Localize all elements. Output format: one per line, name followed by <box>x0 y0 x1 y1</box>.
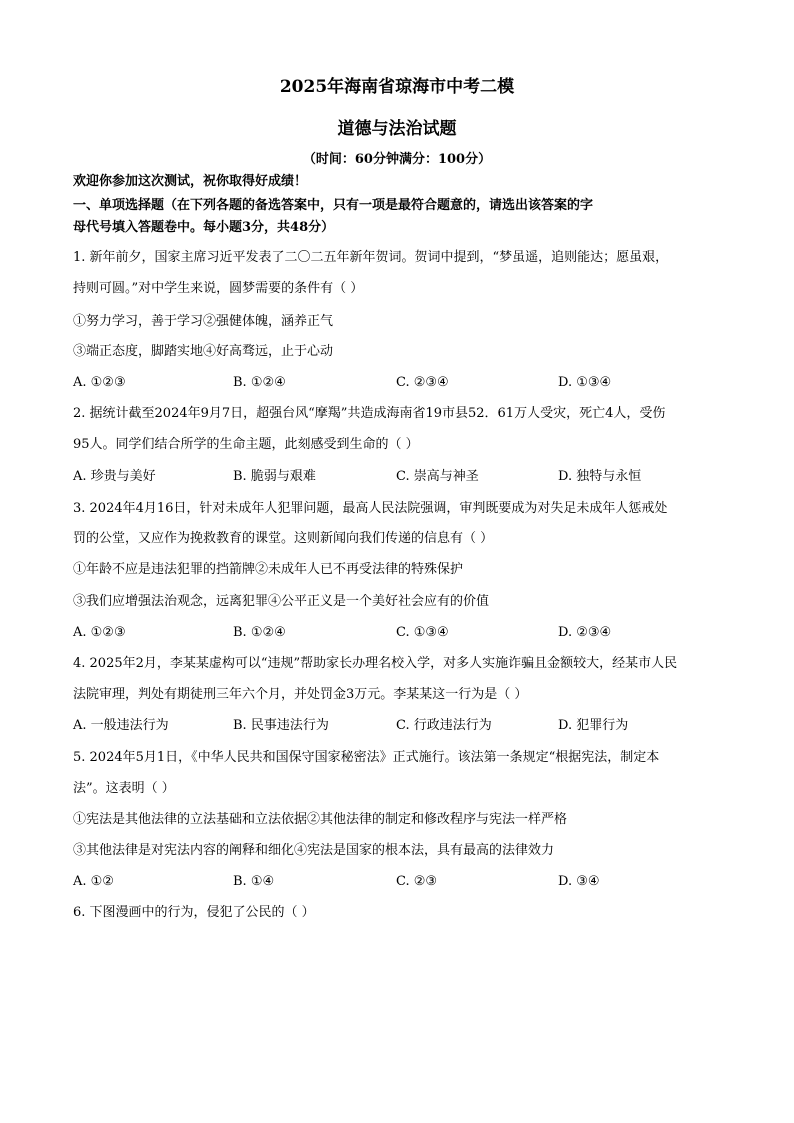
q5-stem-line2: 法”。这表明（ ） <box>73 781 175 796</box>
q5-option-d[interactable]: D. ③④ <box>558 874 600 889</box>
q4-option-b[interactable]: B. 民事违法行为 <box>233 718 329 733</box>
q1-stem-line2: 持则可圆。”对中学生来说，圆梦需要的条件有（ ） <box>73 281 364 296</box>
section-instructions-line1: 一、单项选择题（在下列各题的备选答案中，只有一项是最符合题意的，请选出该答案的字 <box>73 198 594 213</box>
q2-stem-line1: 2. 据统计截至2024年9月7日，超强台风“摩羯”共造成海南省19市县52．61万人受灾，死亡4人，受伤 <box>73 406 666 421</box>
q5-option-b[interactable]: B. ①④ <box>233 874 275 889</box>
q2-option-d[interactable]: D. 独特与永恒 <box>558 469 642 484</box>
q5-statement-1: ①宪法是其他法律的立法基础和立法依据②其他法律的制定和修改程序与宪法一样严格 <box>73 812 568 827</box>
q2-option-c[interactable]: C. 崇高与神圣 <box>396 469 479 484</box>
q1-stem-line1: 1. 新年前夕，国家主席习近平发表了二〇二五年新年贺词。贺词中提到，“梦虽遥，追则能达；愿虽艰， <box>73 250 669 265</box>
q4-option-d[interactable]: D. 犯罪行为 <box>558 718 629 733</box>
q2-stem-line2: 95人。同学们结合所学的生命主题，此刻感受到生命的（ ） <box>73 437 419 452</box>
q5-statement-2: ③其他法律是对宪法内容的阐释和细化④宪法是国家的根本法，具有最高的法律效力 <box>73 843 555 858</box>
q1-options <box>73 374 733 392</box>
q3-statement-2: ③我们应增强法治观念，远离犯罪④公平正义是一个美好社会应有的价值 <box>73 594 490 609</box>
q4-options <box>73 717 733 735</box>
q3-stem-line2: 罚的公堂，又应作为挽救教育的课堂。这则新闻向我们传递的信息有（ ） <box>73 531 494 546</box>
exam-meta: （时间：60分钟满分：100分） <box>302 152 492 167</box>
q3-option-b[interactable]: B. ①②④ <box>233 625 286 640</box>
q1-option-c[interactable]: C. ②③④ <box>396 375 449 390</box>
q2-options <box>73 468 733 486</box>
q4-option-a[interactable]: A. 一般违法行为 <box>73 718 169 733</box>
q1-statement-2: ③端正态度，脚踏实地④好高骛远，止于心动 <box>73 344 334 359</box>
q3-statement-1: ①年龄不应是违法犯罪的挡箭牌②未成年人已不再受法律的特殊保护 <box>73 562 464 577</box>
q3-option-d[interactable]: D. ②③④ <box>558 625 612 640</box>
q6-stem-line1: 6. 下图漫画中的行为，侵犯了公民的（ ） <box>73 905 315 920</box>
section-instructions-line2: 母代号填入答题卷中。每小题3分，共48分） <box>73 220 335 235</box>
q5-option-c[interactable]: C. ②③ <box>396 874 438 889</box>
q4-stem-line2: 法院审理，判处有期徒刑三年六个月，并处罚金3万元。李某某这一行为是（ ） <box>73 687 528 702</box>
q4-stem-line1: 4. 2025年2月，李某某虚构可以“违规”帮助家长办理名校入学，对多人实施诈骗且金额较大，经某市人民 <box>73 656 678 671</box>
q3-options <box>73 624 733 642</box>
q2-option-b[interactable]: B. 脆弱与艰难 <box>233 469 316 484</box>
q5-option-a[interactable]: A. ①② <box>73 874 114 889</box>
q5-options <box>73 873 733 891</box>
q3-option-c[interactable]: C. ①③④ <box>396 625 449 640</box>
exam-subject: 道德与法治试题 <box>337 119 457 139</box>
q3-option-a[interactable]: A. ①②③ <box>73 625 126 640</box>
exam-title: 2025年海南省琼海市中考二模 <box>279 77 515 97</box>
q1-statement-1: ①努力学习，善于学习②强健体魄，涵养正气 <box>73 314 334 329</box>
q3-stem-line1: 3. 2024年4月16日，针对未成年人犯罪问题，最高人民法院强调，审判既要成为对失足未成年人惩戒处 <box>73 501 668 516</box>
q5-stem-line1: 5. 2024年5月1日，《中华人民共和国保守国家秘密法》正式施行。该法第一条规定“根据宪法，制定本 <box>73 750 660 765</box>
q4-option-c[interactable]: C. 行政违法行为 <box>396 718 492 733</box>
welcome-text: 欢迎你参加这次测试，祝你取得好成绩！ <box>73 174 308 189</box>
q1-option-d[interactable]: D. ①③④ <box>558 375 612 390</box>
q1-option-a[interactable]: A. ①②③ <box>73 375 126 390</box>
q2-option-a[interactable]: A. 珍贵与美好 <box>73 469 156 484</box>
q1-option-b[interactable]: B. ①②④ <box>233 375 286 390</box>
